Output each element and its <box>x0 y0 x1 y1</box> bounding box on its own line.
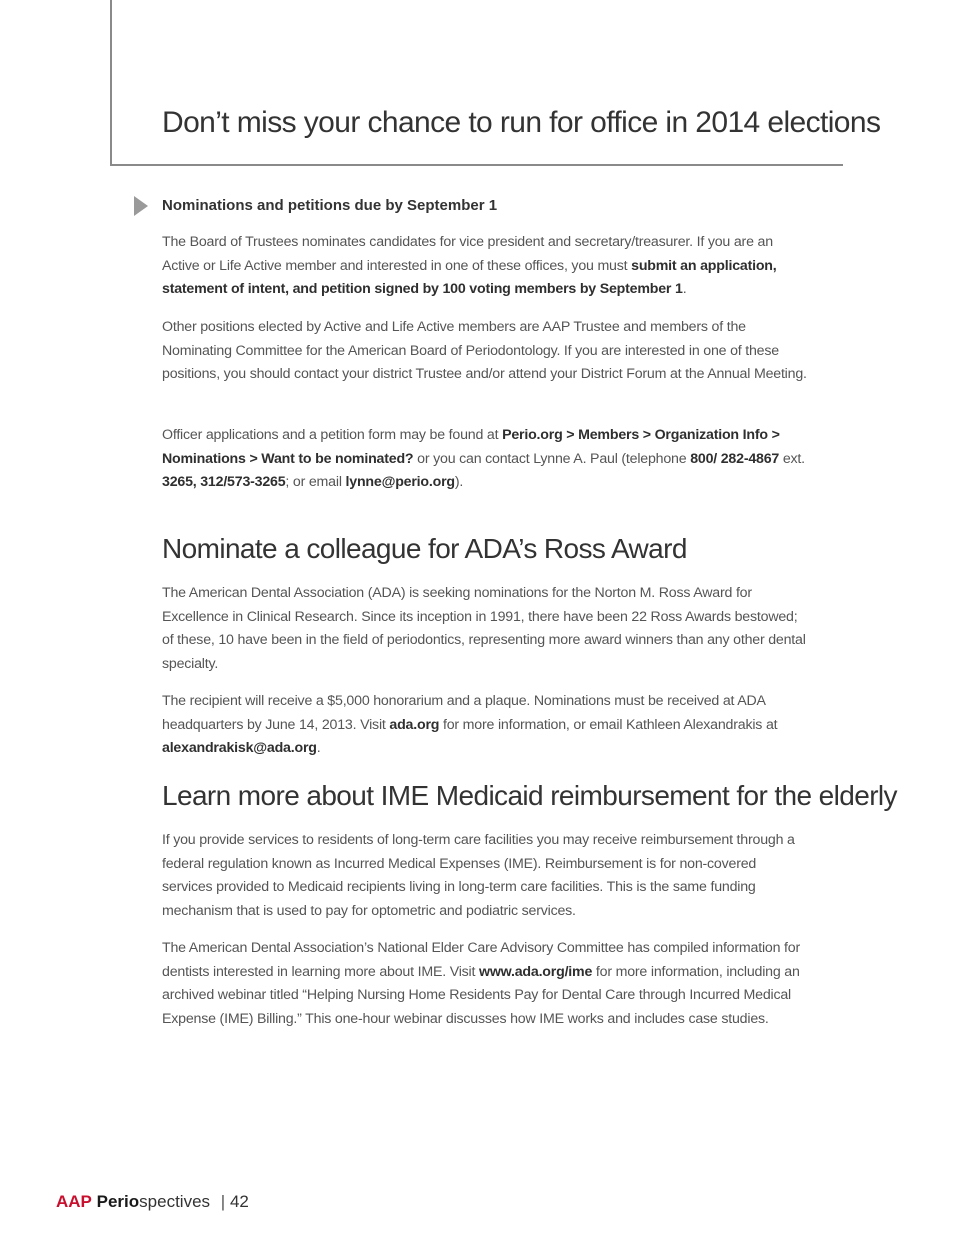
section1-paragraph-2: Other positions elected by Active and Life Active members are AAP Trustee and members of the Nominating Committee for the American Board of Periodontology. If you are interested in one of these positions, you should contact your district Trustee and/or attend your District Forum at the Annual Meeting. <box>162 319 807 383</box>
section2-paragraph-1: The American Dental Association (ADA) is seeking nominations for the Norton M. Ross Award for Excellence in Clinical Research. Since its inception in 1991, there have been 22 Ross Awards bestowed; of these, 10 have been in the field of periodontics, representing more award winners than any other dental specialty. <box>162 585 806 672</box>
section1-title: Don’t miss your chance to run for office in 2014 elections <box>162 106 881 139</box>
frame-horizontal-rule <box>110 164 843 166</box>
section3-paragraph-2: The American Dental Association’s National Elder Care Advisory Committee has compiled information for dentists interested in learning more about IME. Visit www.ada.org/ime for more information, including an archived webinar titled “Helping Nursing Home Residents Pay for Dental Care through Incurred Medical Expense (IME) Billing.” This one-hour webinar discusses how IME works and includes case studies. <box>162 940 800 1027</box>
section1-subhead: Nominations and petitions due by September 1 <box>162 197 498 214</box>
section2-paragraph-2: The recipient will receive a $5,000 honorarium and a plaque. Nominations must be received at ADA headquarters by June 14, 2013. Visit ada.org for more information, or email Kathleen Alexandrakis at alexandrakisk@ada.org. <box>162 693 778 757</box>
footer-perio: Perio <box>96 1192 140 1211</box>
link-ada-org: ada.org <box>389 716 440 733</box>
footer-separator: | <box>220 1192 226 1211</box>
email-kathleen: alexandrakisk@ada.org <box>162 740 317 757</box>
phone-extension: 3265, 312/573-3265 <box>162 474 286 491</box>
footer <box>56 1192 249 1212</box>
frame-vertical-rule <box>110 0 112 166</box>
section1-paragraph-3: Officer applications and a petition form may be found at Perio.org > Members > Organization Info > Nominations > Want to be nominated? or you can contact Lynne A. Paul (telephone 800/ 282-4867 ext. 3265, 312/573-3265; or email lynne@perio.org). <box>162 427 805 491</box>
section2-title: Nominate a colleague for ADA’s Ross Award <box>162 533 687 564</box>
email-lynne: lynne@perio.org <box>345 474 455 491</box>
footer-spectives: spectives <box>139 1192 211 1211</box>
section1-paragraph-1: The Board of Trustees nominates candidates for vice president and secretary/treasurer. If you are an Active or Life Active member and interested in one of these offices, you must submit an application, statement of intent, and petition signed by 100 voting members by September 1. <box>162 234 777 298</box>
triangle-bullet-icon <box>134 196 148 216</box>
nomination-path: Perio.org > Members > Organization Info > Nominations > Want to be nominated? <box>162 427 780 467</box>
link-ada-ime: www.ada.org/ime <box>479 963 593 980</box>
phone-number: 800/ 282-4867 <box>690 450 780 467</box>
section3-paragraph-1: If you provide services to residents of long-term care facilities you may receive reimbursement through a federal regulation known as Incurred Medical Expenses (IME). Reimbursement is for non-covered services provided to Medicaid recipients living in long-term care facilities. This is the same funding mechanism that is used to pay for optometric and podiatric services. <box>162 832 795 919</box>
page-number: 42 <box>229 1192 249 1211</box>
section3-title: Learn more about IME Medicaid reimbursement for the elderly <box>162 780 897 811</box>
footer-aap-logo: AAP <box>56 1192 92 1211</box>
